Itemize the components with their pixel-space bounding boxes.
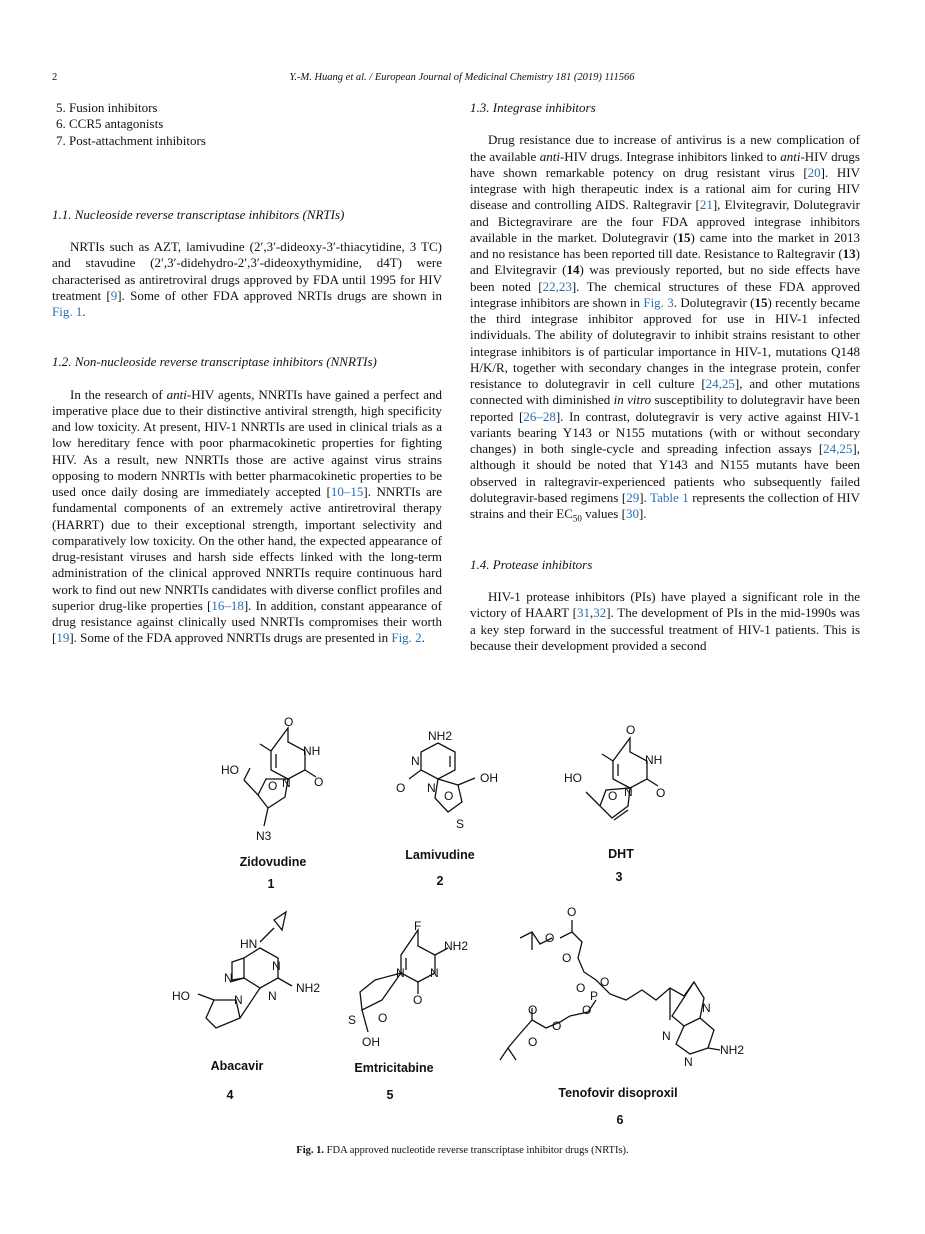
right-column bbox=[470, 100, 860, 654]
section-heading-1-2: 1.2. Non-nucleoside reverse transcriptase inhibitors (NNRTIs) bbox=[52, 354, 377, 370]
atom-label: O bbox=[576, 981, 586, 995]
atom-label: OH bbox=[362, 1035, 380, 1049]
atom-label: O bbox=[528, 1003, 538, 1017]
compound-number: 5 bbox=[386, 1088, 394, 1102]
compound-number: 4 bbox=[226, 1088, 234, 1102]
compound-number: 6 bbox=[616, 1113, 624, 1127]
ref-link[interactable]: 20 bbox=[807, 164, 821, 180]
atom-label: NH2 bbox=[720, 1043, 745, 1057]
figure-link[interactable]: Fig. 2 bbox=[391, 630, 422, 646]
ref-link[interactable]: 16–18 bbox=[211, 597, 244, 613]
atom-label: N bbox=[662, 1029, 671, 1043]
atom-label: N bbox=[234, 993, 243, 1007]
atom-label: N3 bbox=[256, 829, 272, 843]
atom-label: HO bbox=[172, 989, 190, 1003]
ref-link[interactable]: 22,23 bbox=[542, 278, 572, 294]
atom-label: O bbox=[396, 781, 406, 795]
atom-label: O bbox=[626, 723, 636, 737]
atom-label: N bbox=[282, 776, 291, 790]
atom-label: F bbox=[414, 919, 422, 933]
atom-label: NH2 bbox=[428, 729, 453, 743]
atom-label: OH bbox=[480, 771, 498, 785]
compound-name: Abacavir bbox=[210, 1059, 264, 1073]
ref-link[interactable]: 31 bbox=[576, 605, 590, 621]
compound-name: Tenofovir disoproxil bbox=[558, 1086, 678, 1100]
atom-label: N bbox=[268, 989, 277, 1003]
table-link[interactable]: Table 1 bbox=[650, 489, 689, 505]
atom-label: O bbox=[600, 975, 610, 989]
compound-number: 2 bbox=[436, 874, 444, 888]
atom-label: O bbox=[567, 905, 577, 919]
atom-label: O bbox=[582, 1003, 592, 1017]
atom-label: O bbox=[284, 715, 294, 729]
atom-label: O bbox=[562, 951, 572, 965]
paragraph-nrtis: NRTIs such as AZT, lamivudine (2′,3′-dideoxy-3′-thiacytidine, 3 TC) and stavudine (2′,3′-didehydro-2′,3′-dideoxythymidine, d4T) were characterised as antiretroviral drugs approved by FDA until 1995 for HIV treatment [9]. Some of other FDA approved NRTIs drugs are shown in Fig. 1. bbox=[52, 239, 442, 319]
atom-label: O bbox=[608, 789, 618, 803]
section-heading-1-4: 1.4. Protease inhibitors bbox=[470, 556, 593, 572]
atom-label: O bbox=[656, 786, 666, 800]
atom-label: O bbox=[314, 775, 324, 789]
list-item: 7. Post-attachment inhibitors bbox=[56, 132, 206, 148]
atom-label: O bbox=[552, 1019, 562, 1033]
atom-label: O bbox=[268, 779, 278, 793]
atom-label: HN bbox=[240, 937, 258, 951]
ref-link[interactable]: 26–28 bbox=[523, 408, 556, 424]
ref-link[interactable]: 10–15 bbox=[330, 484, 364, 499]
atom-label: O bbox=[378, 1011, 388, 1025]
atom-label: O bbox=[413, 993, 423, 1007]
section-heading-1-1: 1.1. Nucleoside reverse transcriptase inhibitors (NRTIs) bbox=[52, 206, 345, 222]
ref-link[interactable]: 24,25 bbox=[705, 376, 735, 391]
compound-number: 3 bbox=[615, 870, 623, 884]
compound-name: DHT bbox=[608, 847, 634, 861]
atom-label: O bbox=[444, 789, 454, 803]
paragraph-nnrtis: In the research of anti-HIV agents, NNRTIs have gained a perfect and imperative place due to their distinctive antiviral strength, high specificity and low toxicity. At present, HIV-1 NNRTIs are used in clinical trials as a low hereditary fence with poor pharmacokinetic properties for fighting HIV. As a result, new NNRTIs those are active against virus strains opposing to modern NNRTIs with better pharmacokinetic properties to be used once daily dosing are immediately accepted [10–15]. NNRTIs are fundamental components of an extremely active antiretroviral therapy (HARRT) due to their exceptional strength, important selectivity and comparatively low toxicity. On the other hand, the expected appearance of drug-resistant viruses and harsh side effects linked with the long-term administration of the clinical approved NNRTIs require continuous hard work to find out new NNRTIs candidates with diverse conflict profiles and superior drug-like properties [16–18]. In addition, constant appearance of drug resistance against clinically used NNRTIs compromises their worth [19]. Some of the FDA approved NNRTIs drugs are presented in Fig. 2. bbox=[52, 386, 442, 646]
atom-label: N bbox=[624, 785, 633, 799]
ref-link[interactable]: 29 bbox=[626, 489, 640, 505]
ref-link[interactable]: 21 bbox=[699, 197, 713, 213]
ref-link[interactable]: 32 bbox=[593, 605, 607, 621]
atom-label: O bbox=[528, 1035, 538, 1049]
figure-link[interactable]: Fig. 1 bbox=[52, 304, 83, 319]
atom-label: N bbox=[396, 966, 405, 980]
atom-label: N bbox=[684, 1055, 693, 1069]
ref-link[interactable]: 19 bbox=[56, 630, 70, 646]
ref-link[interactable]: 24,25 bbox=[823, 441, 853, 456]
paragraph-integrase: Drug resistance due to increase of antivirus is a new complication of the available anti-HIV drugs. Integrase inhibitors linked to anti-HIV drugs have shown remarkable potency on drug resistant virus [20]. HIV integrase with high therapeutic index is a rational aim for curing HIV disease and controlling AIDS. Raltegravir [21], Elvitegravir, Dolutegravir and Bictegravirare are the four FDA approved integrase inhibitors available in the market. Dolutegravir (15) came into the market in 2013 and no resistance has been reported till date. Resistance to Raltegravir (13) and Elvitegravir (14) was previously reported, but no side effects have been noted [22,23]. The chemical structures of these FDA approved integrase inhibitors are shown in Fig. 3. Dolutegravir (15) recently became the third integrase inhibitor approved for use in HIV-1 infected individuals. The ability of dolutegravir to inhibit strains resistant to other integrase inhibitors is of particular importance in HIV-1, mutations Q148 H/K/R, together with secondary changes in the integrase protein, confer resistance to dolutegravir in cell culture [24,25], and other mutations connected with diminished in vitro susceptibility to dolutegravir have been reported [26–28]. In contrast, dolutegravir is very active against HIV-1 variants bearing Y143 or N155 mutations (with or without secondary changes) in both single-cycle and spreading infection assays [24,25], although it should be noted that Y143 and N155 mutants have been observed in raltegravir-experienced patients who subsequently failed dolutegravir-based regimens [29]. Table 1 represents the collection of HIV strains and their $EC_{50}$ values [30]. bbox=[470, 132, 860, 524]
figure-1-structures bbox=[0, 700, 925, 1160]
compound-number: 1 bbox=[267, 877, 275, 891]
atom-label: S bbox=[348, 1013, 357, 1027]
emtricitabine-structure bbox=[360, 930, 448, 1032]
list-item: 6. CCR5 antagonists bbox=[56, 116, 164, 132]
atom-label: HO bbox=[221, 763, 239, 777]
atom-label: NH2 bbox=[296, 981, 321, 995]
atom-label: N bbox=[427, 781, 436, 795]
atom-label: NH bbox=[645, 753, 663, 767]
atom-label: S bbox=[456, 817, 465, 831]
zidovudine-structure bbox=[244, 728, 316, 826]
atom-label: HO bbox=[564, 771, 582, 785]
atom-label: N bbox=[702, 1001, 711, 1015]
atom-label: N bbox=[272, 959, 281, 973]
list-item: 5. Fusion inhibitors bbox=[56, 100, 158, 115]
ref-link[interactable]: 30 bbox=[625, 506, 639, 521]
atom-label: NH bbox=[303, 744, 321, 758]
figure-caption: Fig. 1. FDA approved nucleotide reverse transcriptase inhibitor drugs (NRTIs). bbox=[296, 1145, 629, 1156]
compound-name: Zidovudine bbox=[239, 855, 307, 869]
left-column bbox=[52, 100, 442, 647]
compound-name: Emtricitabine bbox=[354, 1061, 434, 1075]
atom-label: NH2 bbox=[444, 939, 469, 953]
section-heading-1-3: 1.3. Integrase inhibitors bbox=[470, 100, 596, 115]
dht-structure bbox=[586, 738, 658, 820]
paragraph-protease: HIV-1 protease inhibitors (PIs) have played a significant role in the victory of HAART [31,32]. The development of PIs in the mid-1990s was a key step forward in the successful treatment of HIV-1 patients. This is because their development provided a second bbox=[470, 589, 860, 653]
atom-label: P bbox=[590, 989, 599, 1003]
page-number: 2 bbox=[52, 72, 58, 83]
figure-link[interactable]: Fig. 3 bbox=[643, 294, 674, 310]
journal-running-title: Y.-M. Huang et al. / European Journal of Medicinal Chemistry 181 (2019) 111566 bbox=[289, 72, 635, 83]
ref-link[interactable]: 9 bbox=[110, 287, 118, 303]
compound-name: Lamivudine bbox=[405, 848, 475, 862]
atom-label: N bbox=[411, 754, 420, 768]
atom-label: O bbox=[545, 931, 555, 945]
atom-label: N bbox=[224, 971, 233, 985]
atom-label: N bbox=[430, 966, 439, 980]
